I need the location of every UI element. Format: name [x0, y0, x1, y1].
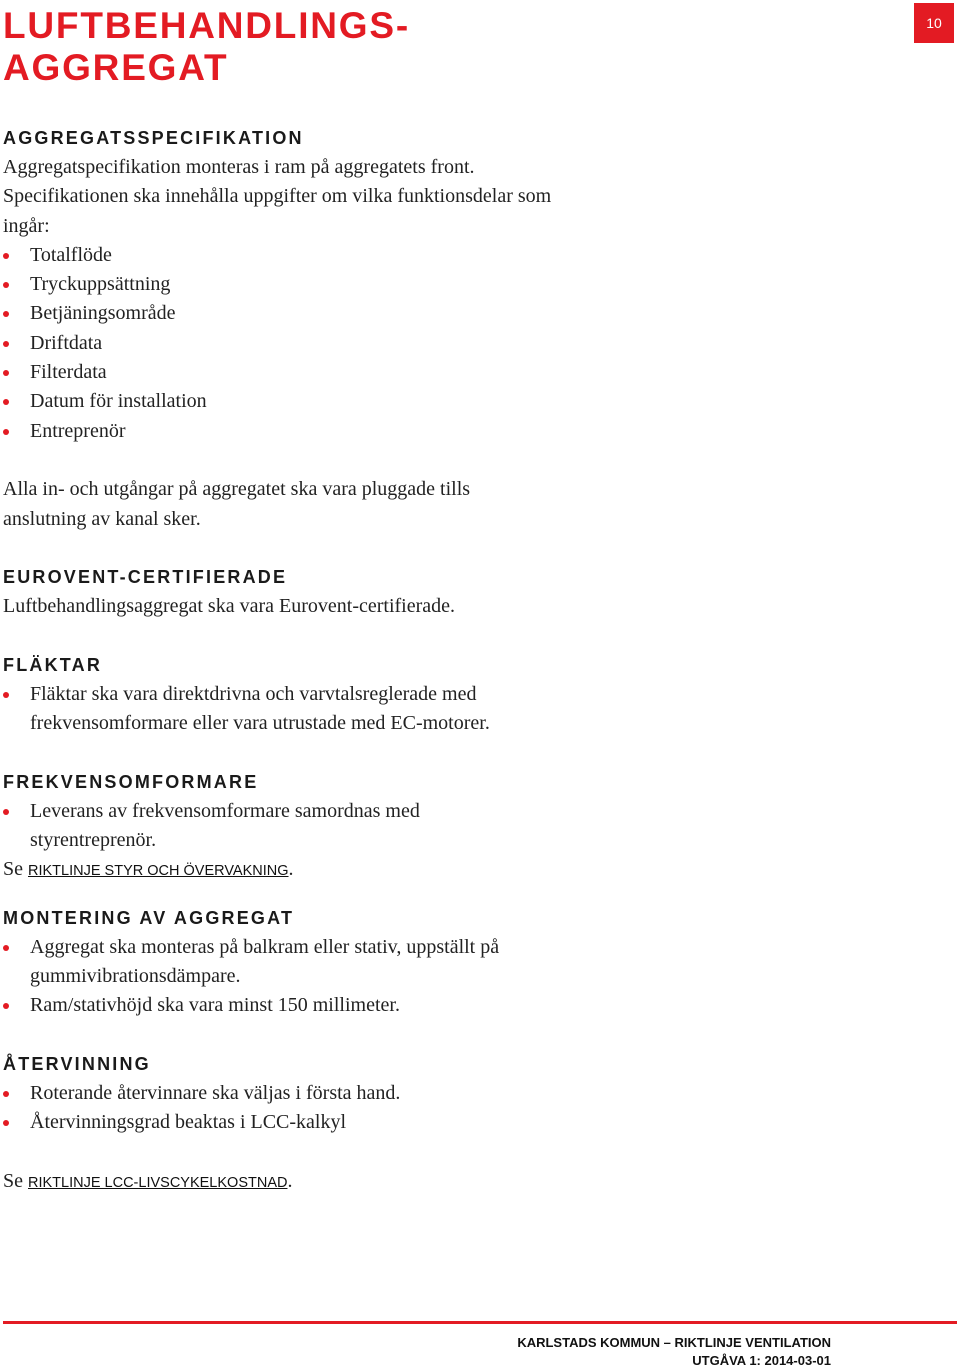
- footer-line-1: KARLSTADS KOMMUN – RIKTLINJE VENTILATION: [517, 1335, 831, 1350]
- page-footer: [517, 1334, 831, 1370]
- list-item: Fläktar ska vara direktdrivna och varvtalsreglerade med frekvensomformare eller vara utrustade med EC-motorer.: [3, 680, 553, 739]
- list-item: Driftdata: [3, 329, 903, 358]
- flaktar-list: [3, 680, 553, 739]
- list-item: Ram/stativhöjd ska vara minst 150 millimeter.: [3, 991, 563, 1020]
- bullet-icon: [3, 809, 9, 815]
- list-item: Betjäningsområde: [3, 299, 903, 328]
- heading-montering: MONTERING AV AGGREGAT: [3, 907, 295, 928]
- bullet-icon: [3, 692, 9, 698]
- heading-flaktar: FLÄKTAR: [3, 654, 103, 675]
- link-riktlinje-styr[interactable]: RIKTLINJE STYR OCH ÖVERVAKNING: [28, 863, 289, 880]
- atervinning-list: [3, 1079, 903, 1138]
- bullet-icon: [3, 429, 9, 435]
- frekvens-reference: Se RIKTLINJE STYR OCH ÖVERVAKNING.: [3, 858, 294, 881]
- footer-divider: [3, 1321, 957, 1324]
- bullet-icon: [3, 1120, 9, 1126]
- list-item: Datum för installation: [3, 387, 903, 416]
- footer-line-2: UTGÅVA 1: 2014-03-01: [692, 1353, 831, 1368]
- list-item: Återvinningsgrad beaktas i LCC-kalkyl: [3, 1108, 903, 1137]
- spec-intro: Aggregatspecifikation monteras i ram på aggregatets front. Specifikationen ska innehålla uppgifter om vilka funktionsdelar som ingår:: [3, 156, 552, 237]
- spec-list: [3, 241, 903, 446]
- document-body: [3, 124, 903, 1198]
- bullet-icon: [3, 311, 9, 317]
- list-item: Totalflöde: [3, 241, 903, 270]
- frekvens-list: [3, 797, 463, 856]
- spec-note: Alla in- och utgångar på aggregatet ska vara pluggade tills anslutning av kanal sker.: [3, 478, 471, 530]
- page-title-line-1: LUFTBEHANDLINGS-: [3, 5, 410, 46]
- atervinning-reference: Se RIKTLINJE LCC-LIVSCYKELKOSTNAD.: [3, 1169, 293, 1192]
- bullet-icon: [3, 253, 9, 259]
- bullet-icon: [3, 945, 9, 951]
- eurovent-text: Luftbehandlingsaggregat ska vara Eurovent-certifierade.: [3, 595, 456, 618]
- heading-frekvensomformare: FREKVENSOMFORMARE: [3, 771, 259, 792]
- page-title: [3, 5, 410, 89]
- bullet-icon: [3, 1003, 9, 1009]
- bullet-icon: [3, 341, 9, 347]
- heading-atervinning: ÅTERVINNING: [3, 1053, 151, 1074]
- list-item: Leverans av frekvensomformare samordnas med styrentreprenör.: [3, 797, 463, 856]
- heading-aggregatsspecifikation: AGGREGATSSPECIFIKATION: [3, 128, 304, 148]
- list-item: Aggregat ska monteras på balkram eller stativ, uppställt på gummivibrationsdämpare.: [3, 933, 563, 992]
- list-item: Entreprenör: [3, 417, 903, 446]
- page-number-badge: 10: [914, 3, 954, 43]
- montering-list: [3, 933, 563, 1021]
- bullet-icon: [3, 1091, 9, 1097]
- bullet-icon: [3, 282, 9, 288]
- link-riktlinje-lcc[interactable]: RIKTLINJE LCC-LIVSCYKELKOSTNAD: [28, 1174, 288, 1191]
- page-title-line-2: AGGREGAT: [3, 47, 229, 88]
- list-item: Filterdata: [3, 358, 903, 387]
- list-item: Roterande återvinnare ska väljas i första hand.: [3, 1079, 903, 1108]
- bullet-icon: [3, 399, 9, 405]
- heading-eurovent: EUROVENT-CERTIFIERADE: [3, 567, 288, 588]
- bullet-icon: [3, 370, 9, 376]
- list-item: Tryckuppsättning: [3, 270, 903, 299]
